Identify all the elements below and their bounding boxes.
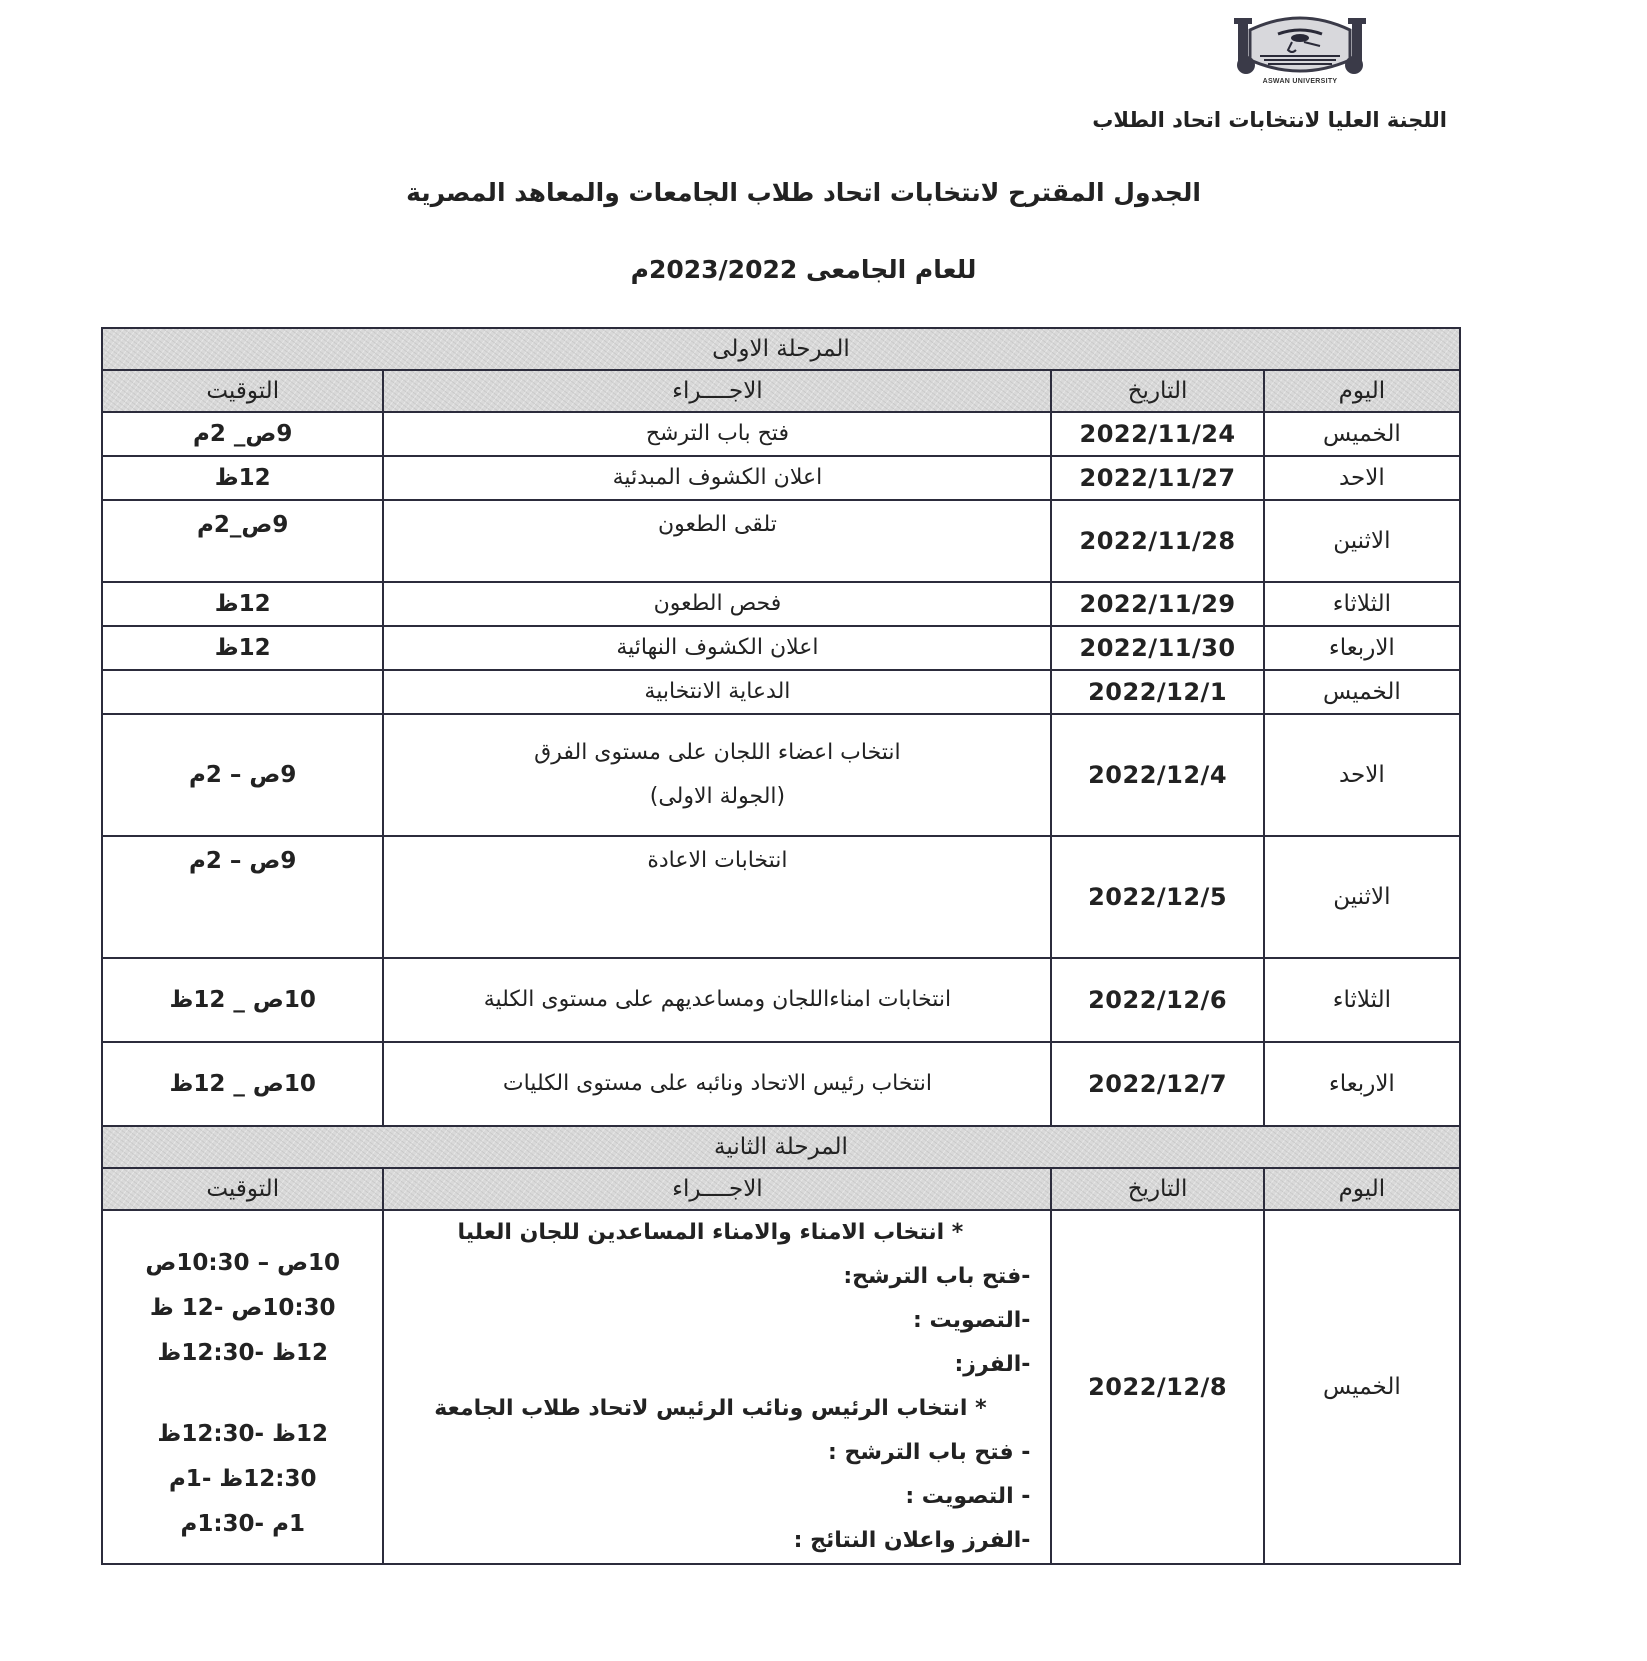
time-cell	[102, 500, 383, 582]
day-cell: الثلاثاء	[1264, 958, 1460, 1042]
time-text: 10ص _ 12ظ	[169, 987, 316, 1013]
action-cell	[383, 1042, 1051, 1126]
column-header-date: التاريخ	[1051, 370, 1263, 412]
action-cell	[383, 500, 1051, 582]
action-cell	[383, 958, 1051, 1042]
date-cell: 2022/12/1	[1051, 670, 1263, 714]
action-cell	[383, 1210, 1051, 1564]
action-cell	[383, 626, 1051, 670]
action-text: اعلان الكشوف النهائية	[616, 635, 819, 660]
time-text: 12ظ	[214, 465, 271, 491]
day-cell: الاثنين	[1264, 500, 1460, 582]
column-header-time: التوقيت	[102, 370, 383, 412]
column-header-date: التاريخ	[1051, 1168, 1263, 1210]
schedule-row	[102, 1042, 1460, 1126]
action-text: اعلان الكشوف المبدئية	[612, 465, 823, 490]
column-header-action: الاجــــراء	[383, 1168, 1051, 1210]
schedule-row	[102, 836, 1460, 958]
academic-year: للعام الجامعى 2023/2022م	[630, 255, 977, 284]
time-cell	[102, 456, 383, 500]
procedure-heading: * انتخاب الامناء والامناء المساعدين للجان العليا	[457, 1220, 964, 1245]
action-text: (الجولة الاولى)	[649, 784, 786, 809]
time-cell	[102, 836, 383, 958]
action-text: الدعاية الانتخابية	[644, 679, 791, 704]
procedure-step: - فتح باب الترشح :	[828, 1440, 1031, 1465]
time-cell	[102, 714, 383, 836]
time-text: 10ص _ 12ظ	[169, 1071, 316, 1097]
column-header-day: اليوم	[1264, 1168, 1460, 1210]
time-text: 10:30ص -12 ظ	[149, 1295, 336, 1321]
column-header-time: التوقيت	[102, 1168, 383, 1210]
time-cell	[102, 958, 383, 1042]
day-cell: الاحد	[1264, 714, 1460, 836]
committee-name: اللجنة العليا لانتخابات اتحاد الطلاب	[1092, 108, 1447, 132]
procedure-step: -الفرز واعلان النتائج :	[793, 1528, 1031, 1553]
action-text: انتخاب اعضاء اللجان على مستوى الفرق	[534, 740, 901, 765]
schedule-row	[102, 626, 1460, 670]
action-cell	[383, 582, 1051, 626]
schedule-row	[102, 412, 1460, 456]
day-cell: الخميس	[1264, 412, 1460, 456]
procedure-step: -الفرز:	[954, 1352, 1031, 1377]
logo-caption: ASWAN UNIVERSITY	[1262, 78, 1338, 85]
action-text: انتخابات امناءاللجان ومساعديهم على مستوى الكلية	[483, 987, 952, 1012]
date-cell: 2022/11/27	[1051, 456, 1263, 500]
column-header-action: الاجــــراء	[383, 370, 1051, 412]
time-text: 10ص – 10:30ص	[145, 1250, 341, 1276]
time-text: 12ظ	[214, 635, 271, 661]
action-text: فتح باب الترشح	[645, 421, 789, 446]
time-text: 12:30ظ -1م	[168, 1466, 317, 1492]
time-text: 9ص_2م	[197, 512, 289, 538]
action-text: تلقى الطعون	[657, 512, 777, 537]
date-cell: 2022/12/5	[1051, 836, 1263, 958]
procedure-step: -التصويت :	[913, 1308, 1031, 1333]
time-text: 9ص – 2م	[189, 762, 297, 788]
time-text: 9ص – 2م	[189, 848, 297, 874]
time-cell	[102, 412, 383, 456]
day-cell: الاربعاء	[1264, 626, 1460, 670]
procedure-step: - التصويت :	[905, 1484, 1031, 1509]
date-cell: 2022/12/8	[1051, 1210, 1263, 1564]
procedure-heading: * انتخاب الرئيس ونائب الرئيس لاتحاد طلاب الجامعة	[434, 1396, 987, 1421]
time-text: 9ص_ 2م	[193, 421, 293, 447]
date-cell: 2022/11/24	[1051, 412, 1263, 456]
procedure-step: -فتح باب الترشح:	[843, 1264, 1031, 1289]
action-cell	[383, 714, 1051, 836]
day-cell: الخميس	[1264, 1210, 1460, 1564]
election-schedule-table	[101, 327, 1461, 1565]
time-cell	[102, 582, 383, 626]
date-cell: 2022/11/29	[1051, 582, 1263, 626]
date-cell: 2022/12/4	[1051, 714, 1263, 836]
time-cell	[102, 1210, 383, 1564]
time-cell	[102, 626, 383, 670]
schedule-row	[102, 456, 1460, 500]
phase-2-label: المرحلة الثانية	[102, 1126, 1460, 1168]
schedule-row	[102, 958, 1460, 1042]
date-cell: 2022/11/30	[1051, 626, 1263, 670]
time-text: 12ظ -12:30ظ	[157, 1340, 328, 1366]
action-cell	[383, 412, 1051, 456]
schedule-row	[102, 582, 1460, 626]
document-title: الجدول المقترح لانتخابات اتحاد طلاب الجامعات والمعاهد المصرية	[406, 178, 1201, 207]
date-cell: 2022/12/6	[1051, 958, 1263, 1042]
time-cell	[102, 670, 383, 714]
column-header-day: اليوم	[1264, 370, 1460, 412]
action-text: انتخابات الاعادة	[647, 848, 788, 873]
column-header-row	[102, 1168, 1460, 1210]
phase-2-header	[102, 1126, 1460, 1168]
day-cell: الاحد	[1264, 456, 1460, 500]
schedule-row	[102, 714, 1460, 836]
schedule-row	[102, 1210, 1460, 1564]
action-text: فحص الطعون	[653, 591, 782, 616]
action-cell	[383, 456, 1051, 500]
time-cell	[102, 1042, 383, 1126]
day-cell: الاربعاء	[1264, 1042, 1460, 1126]
column-header-row	[102, 370, 1460, 412]
schedule-row	[102, 500, 1460, 582]
time-text: 1م -1:30م	[180, 1511, 305, 1537]
day-cell: الثلاثاء	[1264, 582, 1460, 626]
time-text: 12ظ -12:30ظ	[157, 1421, 328, 1447]
action-cell	[383, 670, 1051, 714]
time-text: 12ظ	[214, 591, 271, 617]
phase-1-header	[102, 328, 1460, 370]
action-text: انتخاب رئيس الاتحاد ونائبه على مستوى الكليات	[502, 1071, 932, 1096]
schedule-row	[102, 670, 1460, 714]
date-cell: 2022/12/7	[1051, 1042, 1263, 1126]
day-cell: الخميس	[1264, 670, 1460, 714]
action-cell	[383, 836, 1051, 958]
date-cell: 2022/11/28	[1051, 500, 1263, 582]
day-cell: الاثنين	[1264, 836, 1460, 958]
spacer	[109, 1376, 376, 1412]
phase-1-label: المرحلة الاولى	[102, 328, 1460, 370]
